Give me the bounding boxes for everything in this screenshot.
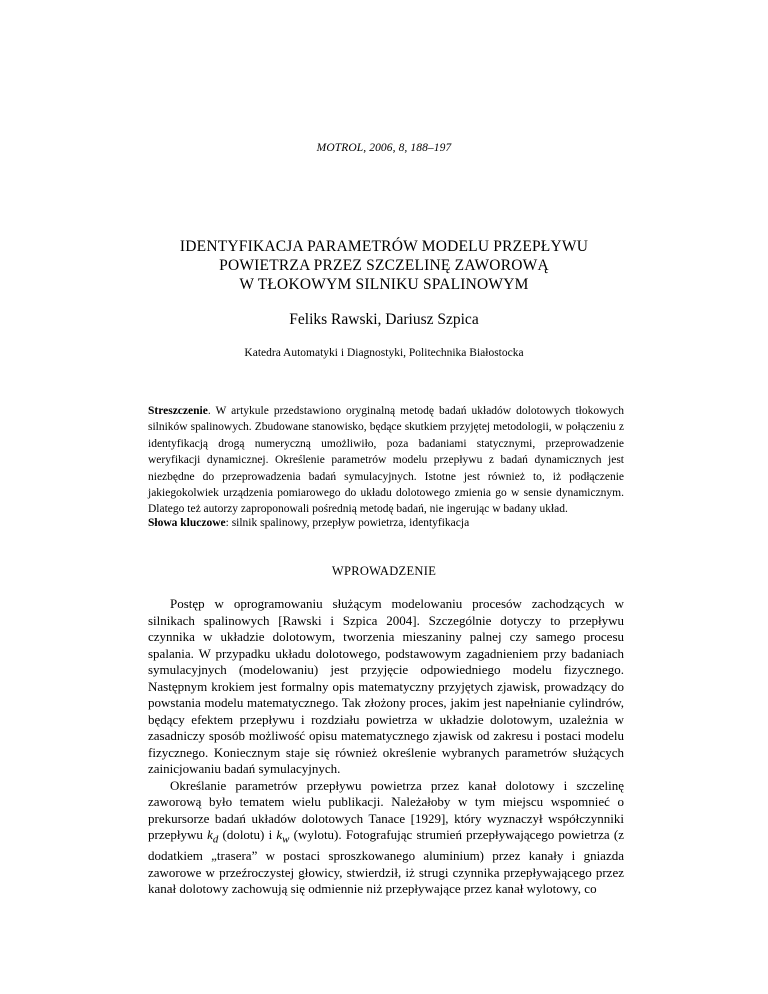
paragraph-1: Postęp w oprogramowaniu służącym modelowaniu procesów zachodzących w silnikach spalinowych [Rawski i Szpica 2004]. Szczególnie dotyczy to przepływu czynnika w układzie dolotowym, tworzenia mieszaniny palnej czy samego procesu spalania. W przypadku układu dolotowego, podstawowym zagadnieniem przy badaniach symulacyjnych (modelowaniu) jest przyjęcie odpowiedniego modelu fizycznego. Następnym krokiem jest formalny opis matematyczny przyjętych zjawisk, prowadzący do powstania modelu matematycznego. Tak złożony proces, jakim jest napełnianie cylindrów, będący efektem przepływu i rozdziału powietrza w układzie dolotowym, uzależnia w zasadniczy sposób możliwość opisu matematycznego zjawisk od zakresu i postaci modelu fizycznego. Koniecznym staje się również określenie wybranych parametrów służących zainicjowaniu badań symulacyjnych.: [148, 596, 624, 776]
keywords-label: Słowa kluczowe: [148, 517, 226, 529]
affiliation: Katedra Automatyki i Diagnostyki, Politechnika Białostocka: [244, 347, 524, 359]
section-heading: WPROWADZENIE: [331, 564, 437, 578]
symbol-kd-subscript: d: [212, 833, 219, 846]
symbol-kd-base: k: [207, 827, 213, 842]
journal-reference: MOTROL, 2006, 8, 188–197: [316, 142, 452, 154]
title-line-3: W TŁOKOWYM SILNIKU SPALINOWYM: [239, 276, 529, 293]
authors: Feliks Rawski, Dariusz Szpica: [289, 311, 479, 328]
abstract-label: Streszczenie: [148, 405, 208, 417]
symbol-kd: [207, 827, 219, 846]
abstract: [148, 403, 624, 518]
symbol-kw-base: k: [276, 827, 283, 842]
article-title: [0, 237, 768, 294]
keywords-text: : silnik spalinowy, przepływ powietrza, identyfikacja: [225, 517, 470, 529]
paragraph-2-part-b: (dolotu) i: [218, 827, 277, 842]
title-line-2: POWIETRZA PRZEZ SZCZELINĘ ZAWOROWĄ: [219, 257, 549, 274]
abstract-text: . W artykule przedstawiono oryginalną metodę badań układów dolotowych tłokowych silników spalinowych. Zbudowane stanowisko, będące skutkiem przyjętej metodologii, w połączeniu z identyfikacją drogą numeryczną umożliwiło, poza badaniami statycznymi, przeprowadzenie weryfikacji dynamicznej. Określenie parametrów modelu przepływu z badań dynamicznych jest niezbędne do przeprowadzenia badań symulacyjnych. Istotne jest również to, iż podłączenie jakiegokolwiek urządzenia pomiarowego do układu dolotowego zmienia go w sensie dynamicznym. Dlatego też autorzy zaproponowali pośrednią metodę badań, nie ingerując w badany układ.: [148, 405, 624, 516]
paragraph-2-part-c: (wylotu). Fotografując strumień przepływającego powietrza (z dodatkiem „trasera” w postaci sproszkowanego aluminium) przez kanały i gniazda zaworowe w przeźroczystej głowicy, stwierdził, iż strugi czynnika przepływającego przez kanał dolotowy zachowują się odmiennie niż przepływające przez kanał wylotowy, co: [148, 827, 624, 897]
paragraph-2: [148, 778, 624, 898]
title-line-1: IDENTYFIKACJA PARAMETRÓW MODELU PRZEPŁYWU: [179, 238, 589, 255]
symbol-kw-subscript: w: [282, 833, 290, 846]
keywords: [148, 515, 624, 531]
symbol-kw: [276, 827, 290, 846]
paragraph-2-part-a: Określanie parametrów przepływu powietrza przez kanał dolotowy i szczelinę zaworową było tematem wielu publikacji. Należałoby w tym miejscu wspomnieć o prekursorze badań układów dolotowych Tanace [1929], który wyznaczył współczynniki przepływu: [148, 777, 624, 842]
body-text: [148, 596, 624, 898]
